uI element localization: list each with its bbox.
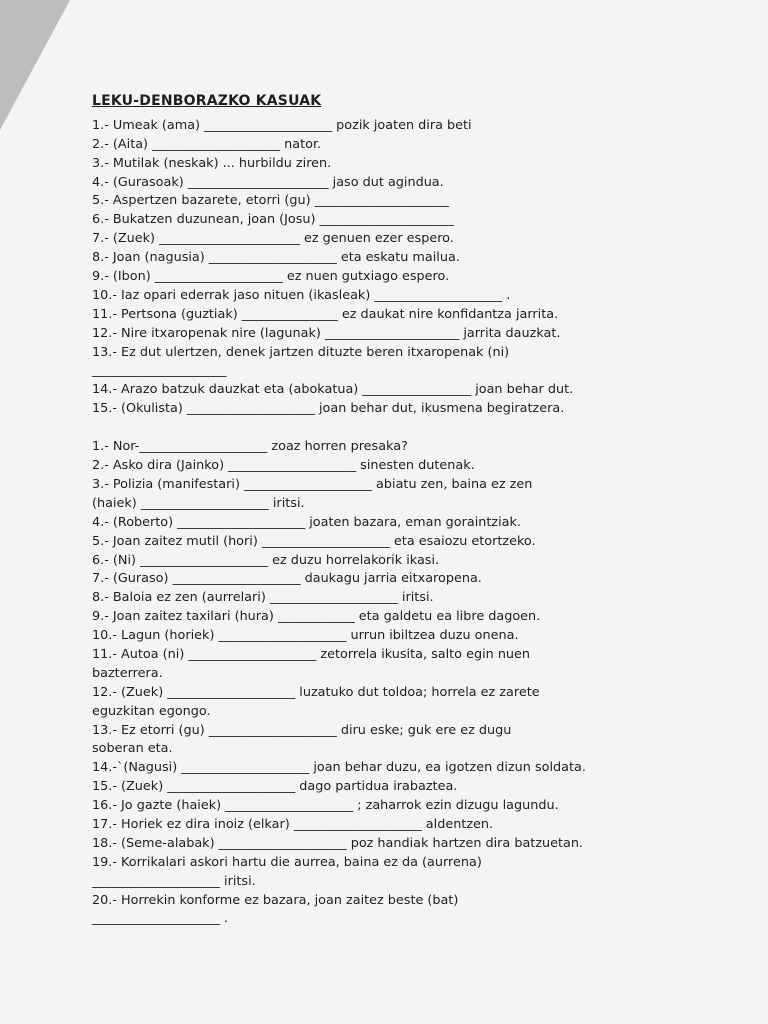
exercise-line: eguzkitan egongo. [92, 703, 211, 719]
exercise-line: 7.- (Guraso) ____________________ daukagu jarria eitxaropena. [92, 571, 482, 587]
exercise-line: 19.- Korrikalari askori hartu die aurrea, baina ez da (aurrena) [92, 854, 482, 870]
exercise-section-1 [92, 117, 674, 419]
exercise-line: 18.- (Seme-alabak) ____________________ poz handiak hartzen dira batzuetan. [92, 835, 584, 851]
exercise-line: 13.- Ez dut ulertzen, denek jartzen dituzte beren itxaropenak (ni) [92, 344, 510, 360]
exercise-line: 2.- Asko dira (Jainko) ____________________ sinesten dutenak. [92, 458, 475, 474]
exercise-line: 8.- Baloia ez zen (aurrelari) ____________________ iritsi. [92, 590, 434, 606]
exercise-section-2 [92, 438, 674, 929]
exercise-line: 15.- (Zuek) ____________________ dago partidua irabaztea. [92, 779, 458, 795]
section-spacer [92, 419, 674, 438]
exercise-line: 13.- Ez etorri (gu) ____________________ diru eske; guk ere ez dugu [92, 722, 512, 738]
exercise-line: 14.-`(Nagusi) ____________________ joan behar duzu, ea igotzen dizun soldata. [92, 760, 586, 776]
exercise-line: 17.- Horiek ez dira inoiz (elkar) ____________________ aldentzen. [92, 816, 494, 832]
exercise-line: 4.- (Roberto) ____________________ joaten bazara, eman goraintziak. [92, 514, 521, 530]
worksheet-title: LEKU-DENBORAZKO KASUAK [92, 93, 322, 109]
exercise-line: 1.- Umeak (ama) ____________________ pozik joaten dira beti [92, 117, 472, 133]
worksheet [92, 92, 674, 929]
exercise-line: ____________________ iritsi. [92, 873, 256, 889]
exercise-line: 11.- Pertsona (guztiak) _______________ ez daukat nire konfidantza jarrita. [92, 306, 559, 322]
exercise-line: bazterrera. [92, 665, 163, 681]
exercise-line: 10.- Iaz opari ederrak jaso nituen (ikasleak) ____________________ . [92, 287, 511, 303]
exercise-line: 10.- Lagun (horiek) ____________________ urrun ibiltzea duzu onena. [92, 628, 519, 644]
exercise-line: 1.- Nor-____________________ zoaz horren presaka? [92, 439, 408, 455]
exercise-line: 12.- (Zuek) ____________________ luzatuko dut toldoa; horrela ez zarete [92, 684, 540, 700]
exercise-line: 6.- (Ni) ____________________ ez duzu horrelakorik ikasi. [92, 552, 440, 568]
exercise-line: 14.- Arazo batzuk dauzkat eta (abokatua) _________________ joan behar dut. [92, 382, 574, 398]
exercise-line: 3.- Mutilak (neskak) ... hurbildu ziren. [92, 155, 332, 171]
exercise-line: 2.- (Aita) ____________________ nator. [92, 136, 322, 152]
exercise-line: 5.- Aspertzen bazarete, etorri (gu) _____________________ [92, 193, 450, 209]
exercise-line: 12.- Nire itxaropenak nire (lagunak) _____________________ jarrita dauzkat. [92, 325, 561, 341]
exercise-line: 3.- Polizia (manifestari) ____________________ abiatu zen, baina ez zen [92, 476, 533, 492]
exercise-line: _____________________ [92, 363, 227, 379]
exercise-line: ____________________ . [92, 911, 229, 927]
exercise-line: 7.- (Zuek) ______________________ ez genuen ezer espero. [92, 231, 454, 247]
exercise-line: (haiek) ____________________ iritsi. [92, 495, 305, 511]
exercise-line: 16.- Jo gazte (haiek) ____________________ ; zaharrok ezin dizugu lagundu. [92, 798, 559, 814]
exercise-line: 20.- Horrekin konforme ez bazara, joan zaitez beste (bat) [92, 892, 459, 908]
page-corner-shadow [0, 0, 70, 130]
exercise-line: 5.- Joan zaitez mutil (hori) ____________________ eta esaiozu etortzeko. [92, 533, 536, 549]
exercise-line: 9.- (Ibon) ____________________ ez nuen gutxiago espero. [92, 269, 450, 285]
exercise-line: 8.- Joan (nagusia) ____________________ eta eskatu mailua. [92, 250, 460, 266]
exercise-line: 6.- Bukatzen duzunean, joan (Josu) _____________________ [92, 212, 454, 228]
exercise-line: soberan eta. [92, 741, 173, 757]
exercise-line: 9.- Joan zaitez taxilari (hura) ____________ eta galdetu ea libre dagoen. [92, 609, 541, 625]
exercise-line: 15.- (Okulista) ____________________ joan behar dut, ikusmena begiratzera. [92, 401, 565, 417]
exercise-line: 11.- Autoa (ni) ____________________ zetorrela ikusita, salto egin nuen [92, 646, 531, 662]
exercise-line: 4.- (Gurasoak) ______________________ jaso dut agindua. [92, 174, 444, 190]
